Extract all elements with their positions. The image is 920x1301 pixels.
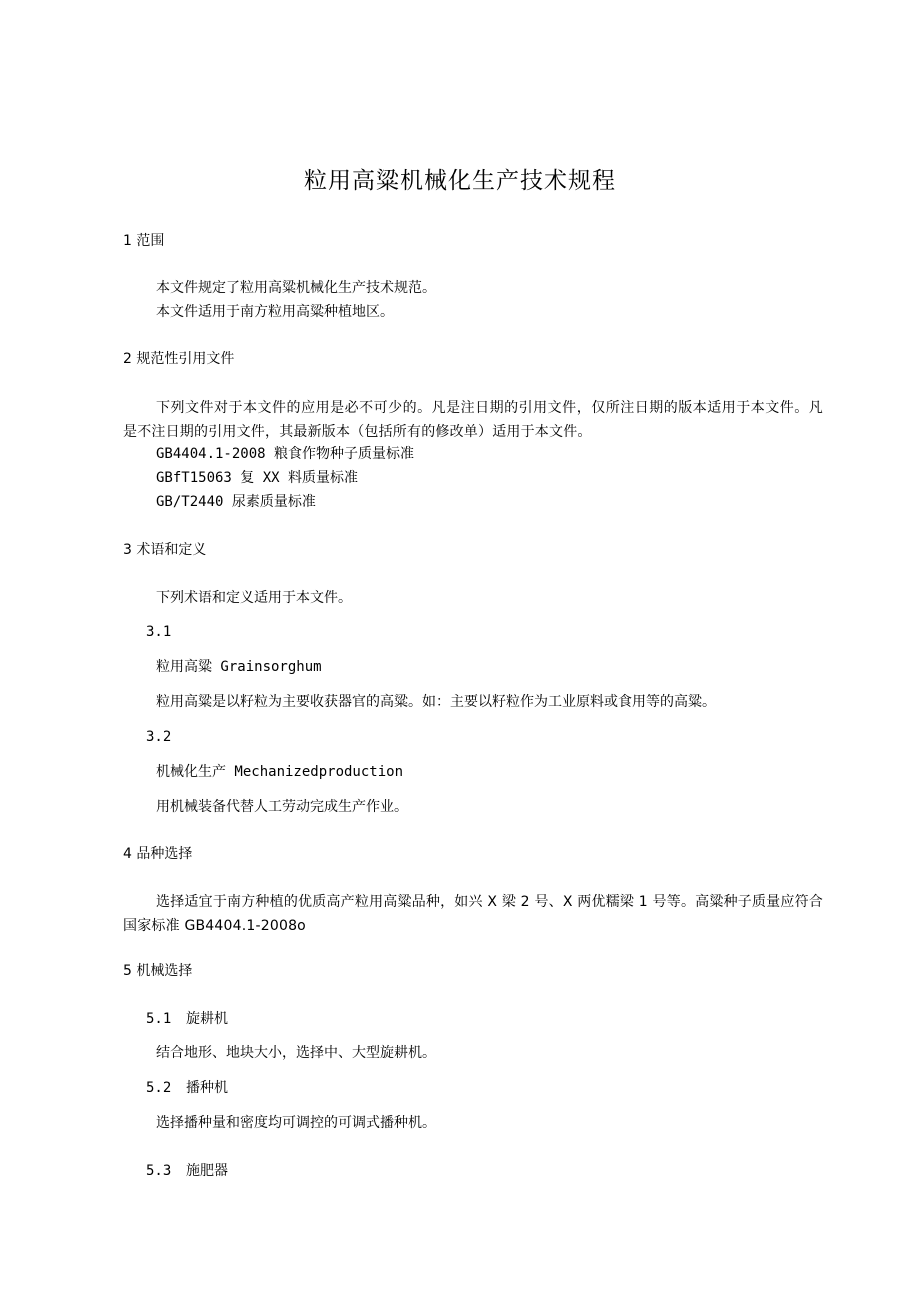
- term-number: 3.2: [146, 729, 172, 745]
- section-3-intro: 下列术语和定义适用于本文件。: [156, 590, 352, 606]
- term-name: 粒用高粱 Grainsorghum: [156, 659, 322, 675]
- term-definition: 用机械装备代替人工劳动完成生产作业。: [156, 799, 408, 815]
- item-label: 施肥器: [186, 1163, 228, 1179]
- section-4-heading: 4 品种选择: [123, 846, 193, 862]
- term-definition: 粒用高粱是以籽粒为主要收获器官的高粱。如：主要以籽粒作为工业原料或食用等的高粱。: [156, 694, 716, 710]
- term-number: 3.1: [146, 624, 172, 640]
- section-1-paragraph-1: 本文件规定了粒用高粱机械化生产技术规范。: [156, 280, 436, 296]
- section-1-paragraph-2: 本文件适用于南方粒用高粱种植地区。: [156, 304, 394, 320]
- section-2-intro: 下列文件对于本文件的应用是必不可少的。凡是注日期的引用文件，仅所注日期的版本适用于本文件。凡是不注日期的引用文件，其最新版本（包括所有的修改单）适用于本文件。: [123, 400, 823, 440]
- term-name: 机械化生产 Mechanizedproduction: [156, 764, 404, 780]
- item-text: 结合地形、地块大小，选择中、大型旋耕机。: [156, 1045, 436, 1061]
- reference-item: GB4404.1-2008 粮食作物种子质量标准: [156, 446, 415, 462]
- item-label: 播种机: [186, 1080, 228, 1096]
- item-number: 5.3: [146, 1163, 172, 1179]
- reference-item: GB/T2440 尿素质量标准: [156, 494, 316, 510]
- section-3-heading: 3 术语和定义: [123, 542, 207, 558]
- item-number: 5.2: [146, 1080, 172, 1096]
- section-1-heading: 1 范围: [123, 233, 165, 249]
- reference-item: GBfT15063 复 XX 料质量标准: [156, 470, 359, 486]
- section-2-heading: 2 规范性引用文件: [123, 351, 235, 367]
- item-text: 选择播种量和密度均可调控的可调式播种机。: [156, 1115, 436, 1131]
- document-title: 粒用高粱机械化生产技术规程: [304, 168, 616, 194]
- section-4-paragraph: 选择适宜于南方种植的优质高产粒用高粱品种，如兴 X 梁 2 号、X 两优糯梁 1 号等。高粱种子质量应符合国家标准 GB4404.1-2008o: [123, 894, 823, 934]
- item-number: 5.1: [146, 1011, 172, 1027]
- item-label: 旋耕机: [186, 1011, 228, 1027]
- section-5-heading: 5 机械选择: [123, 963, 193, 979]
